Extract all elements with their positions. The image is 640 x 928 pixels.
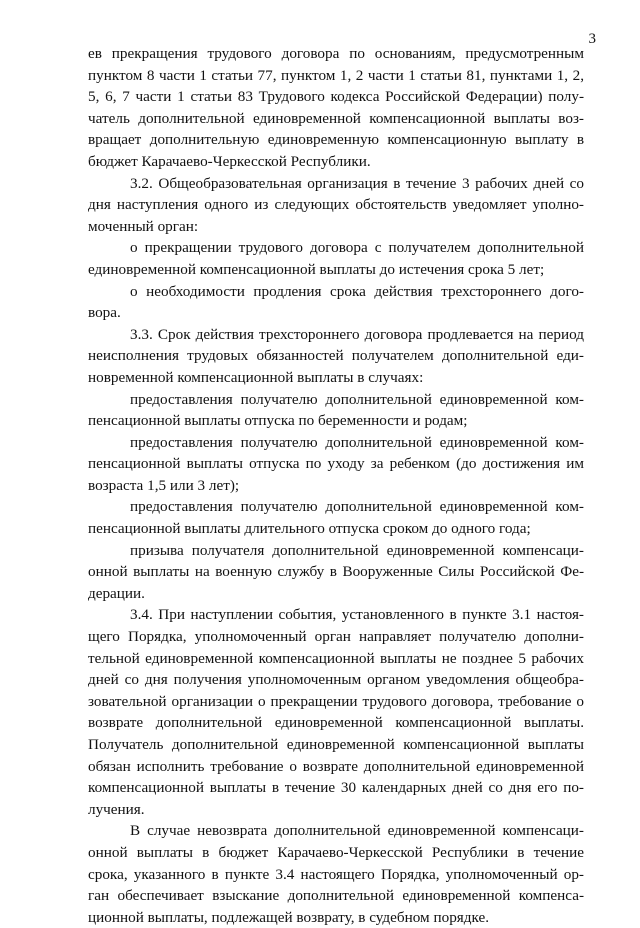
paragraph-line: 3.3. Срок действия трехстороннего договора продлевается на период <box>130 325 584 343</box>
paragraph-line: единовременной компенсационной выплаты до истечения срока 5 лет; <box>88 260 545 278</box>
paragraph-line: 3.2. Общеобразовательная организация в течение 3 рабочих дней со <box>130 174 584 192</box>
paragraph-line: дерации. <box>88 584 145 602</box>
paragraph-line: неисполнения трудовых обязанностей получателем дополнительной еди- <box>88 347 584 365</box>
paragraph-line: предоставления получателю дополнительной единовременной ком- <box>130 498 584 516</box>
paragraph <box>88 432 584 497</box>
paragraph-line: бюджет Карачаево-Черкесской Республики. <box>88 152 371 170</box>
paragraph-line: вращает дополнительную единовременную компенсационную выплату в <box>88 131 584 149</box>
paragraph-line: предоставления получателю дополнительной единовременной ком- <box>130 390 584 408</box>
paragraph-line: пенсационной выплаты длительного отпуска сроком до одного года; <box>88 520 531 538</box>
paragraph <box>88 540 584 605</box>
paragraph-line: 5, 6, 7 части 1 статьи 83 Трудового кодекса Российской Федерации) полу- <box>88 88 584 106</box>
paragraph-line: возврате дополнительной единовременной компенсационной выплаты. <box>88 714 584 732</box>
paragraph-line: пенсационной выплаты отпуска по беременности и родам; <box>88 412 468 430</box>
paragraph-line: новременной компенсационной выплаты в случаях: <box>88 368 424 386</box>
paragraph <box>88 604 584 820</box>
paragraph-line: щего Порядка, уполномоченный орган направляет получателю дополни- <box>88 628 584 646</box>
paragraph-line: ционной выплаты, подлежащей возврату, в судебном порядке. <box>88 908 490 926</box>
paragraph <box>88 43 584 173</box>
paragraph-line: зовательной организации о прекращении трудового договора, требование о <box>88 692 584 710</box>
page-number: 3 <box>588 31 596 47</box>
document-body <box>88 43 584 928</box>
paragraph-line: моченный орган: <box>88 217 199 235</box>
paragraph-line: возраста 1,5 или 3 лет); <box>88 476 240 494</box>
paragraph-line: лучения. <box>88 800 145 818</box>
paragraph-line: о прекращении трудового договора с получателем дополнительной <box>130 239 584 257</box>
paragraph-line: онной выплаты в бюджет Карачаево-Черкесской Республики в течение <box>88 843 584 861</box>
paragraph <box>88 281 584 324</box>
paragraph <box>88 820 584 928</box>
paragraph-line: 3.4. При наступлении события, установленного в пункте 3.1 настоя- <box>130 606 584 624</box>
paragraph-line: тельной единовременной компенсационной выплаты не позднее 5 рабочих <box>88 649 584 667</box>
paragraph-line: ган обеспечивает взыскание дополнительной единовременной компенса- <box>88 887 584 905</box>
paragraph-line: призыва получателя дополнительной единовременной компенсаци- <box>130 541 584 559</box>
paragraph <box>88 389 584 432</box>
paragraph <box>88 324 584 389</box>
paragraph-line: Получатель дополнительной единовременной компенсационной выплаты <box>88 736 584 753</box>
paragraph-line: о необходимости продления срока действия трехстороннего дого- <box>130 282 584 300</box>
paragraph-line: предоставления получателю дополнительной единовременной ком- <box>130 433 584 451</box>
paragraph-line: вора. <box>88 304 121 322</box>
paragraph-line: срока, указанного в пункте 3.4 настоящего Порядка, уполномоченный ор- <box>88 865 584 883</box>
paragraph-line: дней со дня получения уполномоченным органом уведомления общеобра- <box>88 671 584 689</box>
paragraph-line: пунктом 8 части 1 статьи 77, пунктом 1, 2 части 1 статьи 81, пунктами 1, 2, <box>88 66 584 84</box>
paragraph <box>88 237 584 280</box>
paragraph-line: пенсационной выплаты отпуска по уходу за ребенком (до достижения им <box>88 455 584 473</box>
paragraph <box>88 496 584 539</box>
paragraph <box>88 173 584 238</box>
paragraph-line: обязан исполнить требование о возврате дополнительной единовременной <box>88 757 584 775</box>
paragraph-line: В случае невозврата дополнительной единовременной компенсаци- <box>130 822 584 840</box>
paragraph-line: онной выплаты на военную службу в Вооруженные Силы Российской Фе- <box>88 563 584 581</box>
paragraph-line: чатель дополнительной единовременной компенсационной выплаты воз- <box>88 109 584 127</box>
paragraph-line: ев прекращения трудового договора по основаниям, предусмотренным <box>88 45 584 62</box>
paragraph-line: компенсационной выплаты в течение 30 календарных дней со дня его по- <box>88 779 584 797</box>
paragraph-line: дня наступления одного из следующих обстоятельств уведомляет уполно- <box>88 196 584 214</box>
